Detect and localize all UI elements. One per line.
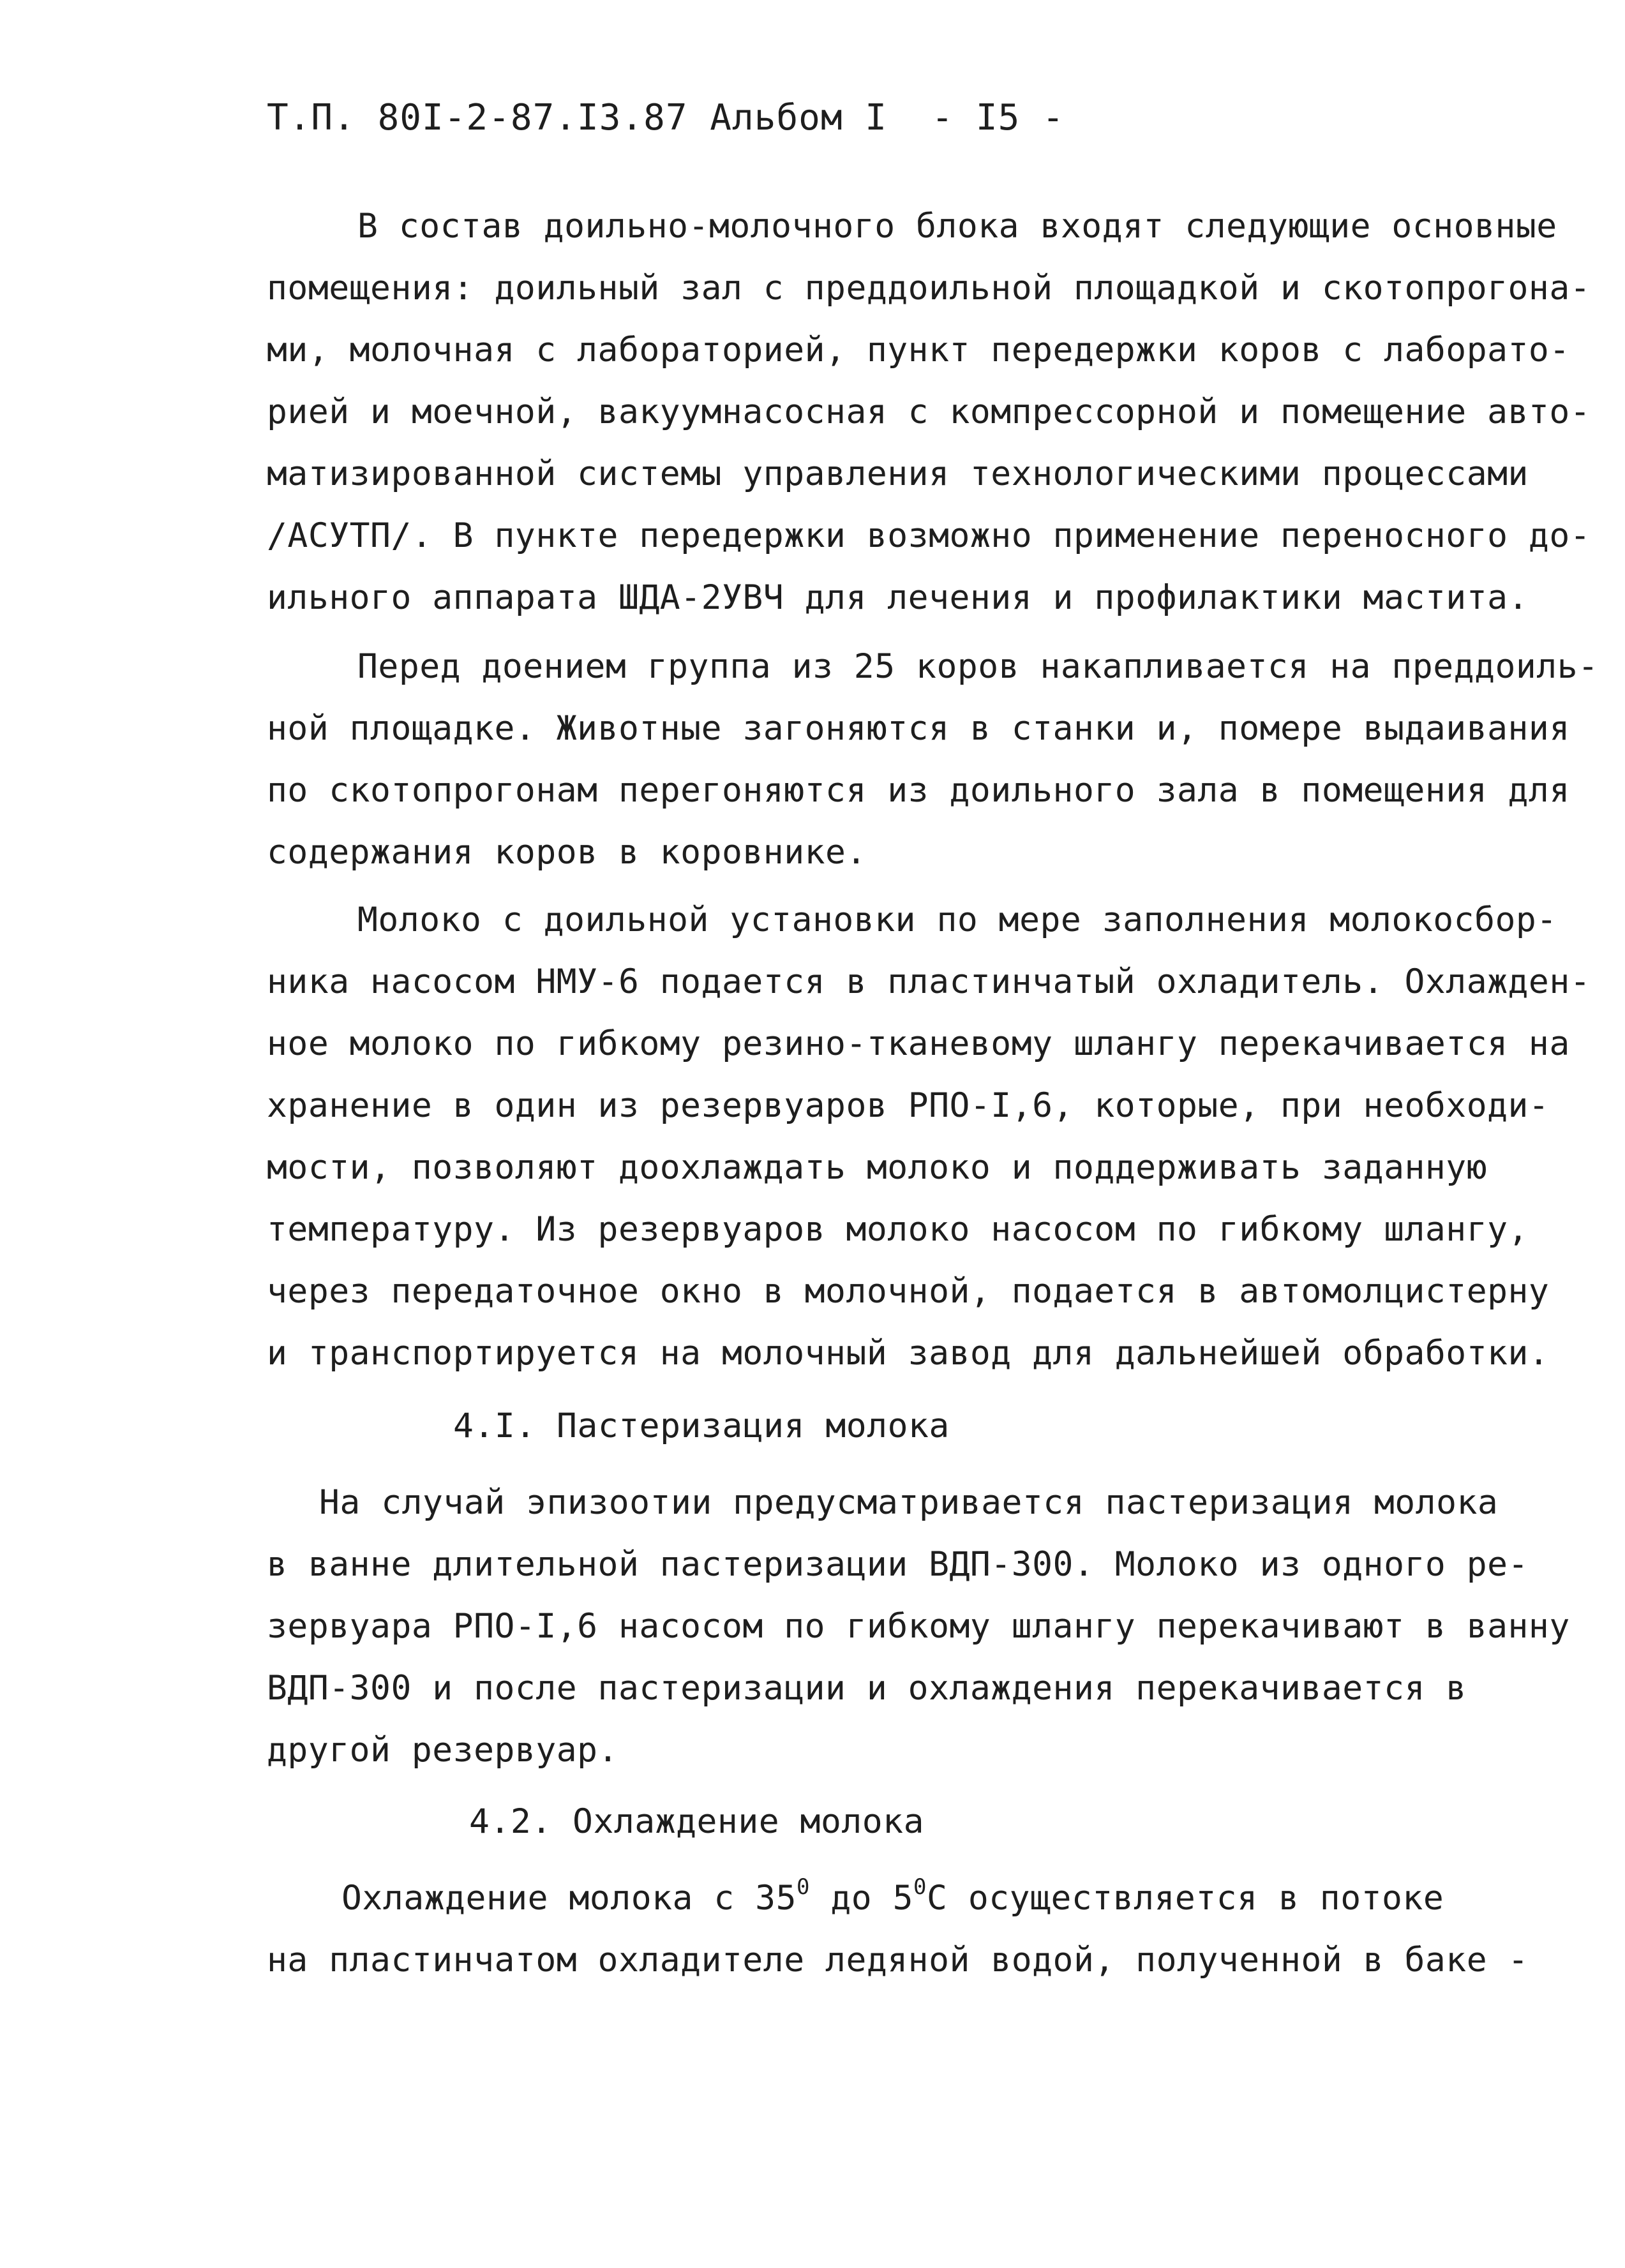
text-line bbox=[341, 1870, 1444, 1927]
section-heading: 4.2. Охлаждение молока bbox=[469, 1802, 924, 1841]
text-line: через передаточное окно в молочной, подается в автомолцистерну bbox=[267, 1272, 1550, 1311]
text-segment: С осуществляется в потоке bbox=[927, 1879, 1444, 1918]
text-line: ильного аппарата ШДА-2УВЧ для лечения и профилактики мастита. bbox=[267, 578, 1529, 617]
text-segment: Охлаждение молока с 35 bbox=[341, 1879, 797, 1918]
text-line: зервуара РПО-I,6 насосом по гибкому шлангу перекачивают в ванну bbox=[267, 1607, 1570, 1646]
text-line: На случай эпизоотии предусматривается пастеризация молока bbox=[319, 1483, 1499, 1522]
text-line: другой резервуар. bbox=[267, 1731, 618, 1770]
text-line: содержания коров в коровнике. bbox=[267, 833, 867, 872]
text-line: рией и моечной, вакуумнасосная с компрессорной и помещение авто- bbox=[267, 392, 1591, 431]
text-line: ми, молочная с лабораторией, пункт передержки коров с лаборато- bbox=[267, 331, 1570, 369]
text-line: и транспортируется на молочный завод для дальнейшей обработки. bbox=[267, 1334, 1550, 1373]
text-line: в ванне длительной пастеризации ВДП-300. Молоко из одного ре- bbox=[267, 1545, 1529, 1584]
text-line: помещения: доильный зал с преддоильной площадкой и скотопрогона- bbox=[267, 269, 1591, 308]
text-line: В состав доильно-молочного блока входят следующие основные bbox=[357, 207, 1557, 246]
text-line: матизированной системы управления технологическими процессами bbox=[267, 454, 1529, 493]
degree-superscript: 0 bbox=[797, 1874, 810, 1900]
section-heading: 4.I. Пастеризация молока bbox=[453, 1406, 950, 1445]
text-segment: до 5 bbox=[809, 1879, 914, 1918]
text-line: ВДП-300 и после пастеризации и охлаждения перекачивается в bbox=[267, 1669, 1467, 1708]
text-line: ное молоко по гибкому резино-тканевому шлангу перекачивается на bbox=[267, 1024, 1570, 1063]
page-header: Т.П. 80I-2-87.I3.87 Альбом I - I5 - bbox=[267, 97, 1065, 138]
text-line: мости, позволяют доохлаждать молоко и поддерживать заданную bbox=[267, 1148, 1488, 1187]
text-line: ника насосом НМУ-6 подается в пластинчатый охладитель. Охлажден- bbox=[267, 962, 1591, 1001]
text-line: ной площадке. Животные загоняются в станки и, помере выдаивания bbox=[267, 709, 1570, 748]
text-line: Молоко с доильной установки по мере заполнения молокосбор- bbox=[357, 900, 1557, 939]
text-line: на пластинчатом охладителе ледяной водой, полученной в баке - bbox=[267, 1941, 1529, 1980]
text-line: Перед доением группа из 25 коров накапливается на преддоиль- bbox=[357, 647, 1599, 686]
degree-superscript: 0 bbox=[913, 1874, 927, 1900]
text-line: /АСУТП/. В пункте передержки возможно применение переносного до- bbox=[267, 516, 1591, 555]
text-line: хранение в один из резервуаров РПО-I,6, которые, при необходи- bbox=[267, 1086, 1550, 1125]
text-line: температуру. Из резервуаров молоко насосом по гибкому шлангу, bbox=[267, 1210, 1529, 1249]
text-line: по скотопрогонам перегоняются из доильного зала в помещения для bbox=[267, 771, 1570, 810]
